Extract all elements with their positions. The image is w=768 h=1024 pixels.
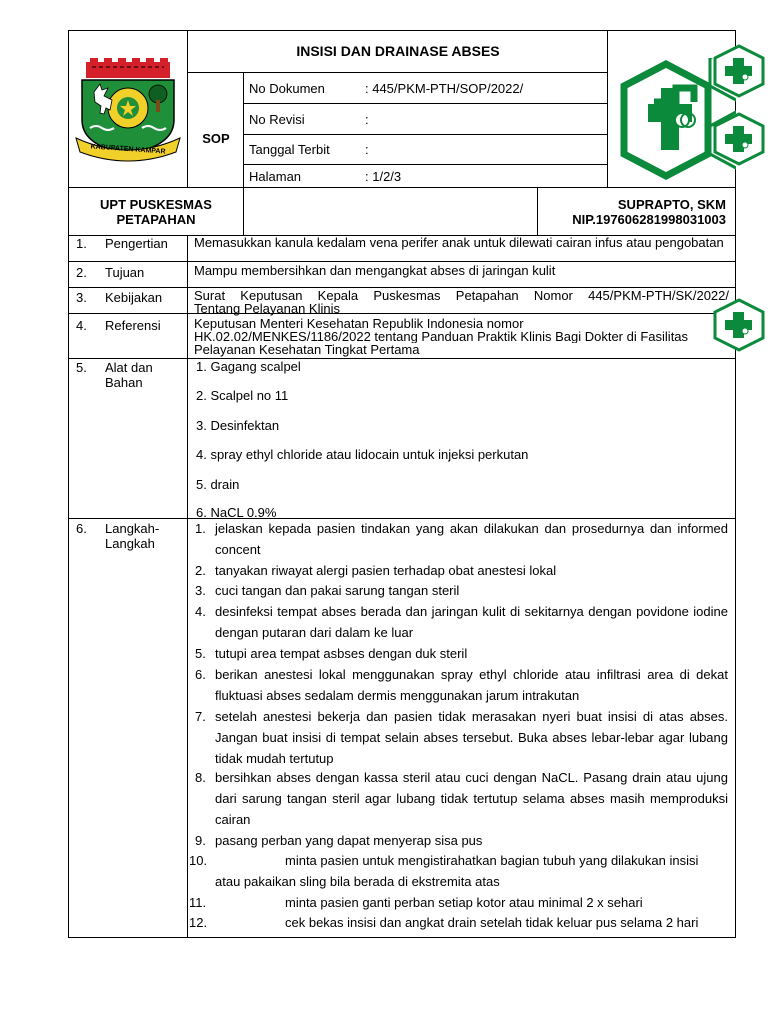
step-text: berikan anestesi lokal menggunakan spray ethyl chloride atau infiltrasi area di dekat fluktuasi abses sedalam dermis menggunakan jarum intrakutan	[215, 667, 728, 703]
step-text: jelaskan kepada pasien tindakan yang akan dilakukan dan prosedurnya dan informed concent	[215, 521, 728, 557]
section-number: 2.	[76, 265, 87, 280]
divider	[68, 261, 736, 262]
table-border-left	[68, 30, 69, 938]
step-number: 5.	[195, 646, 206, 661]
divider	[243, 103, 608, 104]
document-title: INSISI DAN DRAINASE ABSES	[296, 43, 500, 59]
section-label-tujuan: Tujuan	[105, 265, 145, 280]
revision-value: :	[365, 112, 369, 127]
section-label-kebijakan: Kebijakan	[105, 290, 163, 305]
section-label-langkah-line1: Langkah-	[105, 521, 160, 536]
divider	[243, 164, 608, 165]
step-number: 7.	[195, 709, 206, 724]
section-number: 4.	[76, 318, 87, 333]
regency-logo-ribbon-text: KABUPATEN KAMPAR	[90, 143, 166, 156]
health-cross-icon	[711, 44, 768, 98]
divider	[537, 187, 538, 235]
step-text: tutupi area tempat asbses dengan duk steril	[215, 646, 468, 661]
issue-date-label: Tanggal Terbit	[249, 142, 330, 157]
alat-item: 1. Gagang scalpel	[196, 359, 301, 374]
alat-item: 5. drain	[196, 477, 240, 492]
referensi-text-line2: HK.02.02/MENKES/1186/2022 tentang Panduan Praktik Klinis Bagi Dokter di Fasilitas	[194, 330, 689, 343]
org-name-line2: PETAPAHAN	[116, 212, 196, 227]
step-text: desinfeksi tempat abses berada dan jaringan kulit di sekitarnya dengan povidone iodine dengan putaran dari dalam ke luar	[215, 604, 728, 640]
step-number: 4.	[195, 604, 206, 619]
step-number: 2.	[195, 563, 206, 578]
table-border-bottom	[68, 937, 736, 938]
health-cross-icon	[711, 112, 768, 166]
alat-item: 3. Desinfektan	[196, 418, 280, 433]
tujuan-text: Mampu membersihkan dan mengangkat abses di jaringan kulit	[194, 263, 556, 278]
puskesmas-badge-top	[711, 44, 768, 98]
puskesmas-badge-bottom	[711, 298, 768, 352]
step-number: 12.	[189, 915, 208, 930]
step-text: minta pasien untuk mengistirahatkan bagian tubuh yang dilakukan insisi	[285, 853, 699, 868]
section-label-alat-line1: Alat dan	[105, 360, 153, 375]
step-text: setelah anestesi bekerja dan pasien tidak merasakan nyeri buat insisi di atas abses. Jangan buat insisi di tempat selain abses tersebut. Buka abses lebar-lebar agar lubang tidak mudah tertutup	[215, 709, 728, 766]
sop-label: SOP	[202, 131, 230, 146]
step-number: 6.	[195, 667, 206, 682]
divider	[68, 313, 736, 314]
section-number: 1.	[76, 236, 87, 251]
referensi-text-line3: Pelayanan Kesehatan Tingkat Pertama	[194, 342, 420, 357]
section-label-langkah-line2: Langkah	[105, 536, 155, 551]
step-text: pasang perban yang dapat menyerap sisa pus	[215, 833, 483, 848]
alat-item: 4. spray ethyl chloride atau lidocain untuk injeksi perkutan	[196, 447, 529, 462]
step-number: 8.	[195, 770, 206, 785]
divider	[68, 187, 736, 188]
divider	[68, 358, 736, 359]
step-text: minta pasien ganti perban setiap kotor atau minimal 2 x sehari	[285, 895, 643, 910]
step-text-continued: atau pakaikan sling bila berada di ekstremita atas	[215, 874, 500, 889]
step-text: cek bekas insisi dan angkat drain setelah tidak keluar pus selama 2 hari	[285, 915, 699, 930]
section-label-referensi: Referensi	[105, 318, 161, 333]
signer-nip: NIP.197606281998031003	[572, 212, 726, 227]
step-text: tanyakan riwayat alergi pasien terhadap obat anestesi lokal	[215, 563, 557, 578]
table-border-top	[68, 30, 736, 31]
step-text: bersihkan abses dengan kassa steril atau cuci dengan NaCL. Pasang drain atau ujung dari sarung tangan steril agar lubang tidak tertutup selama abses masih memproduksi cairan	[215, 770, 728, 827]
divider	[243, 72, 244, 187]
kebijakan-text-line2: Tentang Pelayanan Klinis	[194, 301, 340, 316]
page-label: Halaman	[249, 169, 302, 184]
referensi-text-line1: Keputusan Menteri Kesehatan Republik Indonesia nomor	[194, 316, 524, 331]
alat-item: 2. Scalpel no 11	[196, 388, 289, 403]
step-number: 3.	[195, 583, 206, 598]
step-text: cuci tangan dan pakai sarung tangan steril	[215, 583, 460, 598]
step-number: 1.	[195, 521, 206, 536]
divider	[243, 134, 608, 135]
divider	[187, 235, 188, 938]
page-value: : 1/2/3	[365, 169, 402, 184]
divider	[243, 187, 244, 235]
step-number: 11.	[189, 895, 207, 910]
section-number: 6.	[76, 521, 87, 536]
signer-name: SUPRAPTO, SKM	[617, 197, 726, 212]
divider	[187, 72, 608, 73]
puskesmas-badge-middle	[711, 112, 768, 166]
issue-date-value: :	[365, 142, 369, 157]
doc-number-value: : 445/PKM-PTH/SOP/2022/	[365, 81, 524, 96]
section-label-pengertian: Pengertian	[105, 236, 168, 251]
org-name-line1: UPT PUSKESMAS	[100, 197, 212, 212]
section-label-alat-line2: Bahan	[105, 375, 143, 390]
section-number: 3.	[76, 290, 87, 305]
pengertian-text: Memasukkan kanula kedalam vena perifer anak untuk dilewati cairan infus atau pengobatan	[194, 235, 724, 250]
section-number: 5.	[76, 360, 87, 375]
health-cross-icon	[711, 298, 768, 352]
step-number: 9.	[195, 833, 206, 848]
doc-number-label: No Dokumen	[249, 81, 325, 96]
alat-item: 6. NaCL 0.9%	[196, 505, 277, 520]
revision-label: No Revisi	[249, 112, 305, 127]
step-number: 10.	[189, 853, 208, 868]
kebijakan-text-line1: Surat Keputusan Kepala Puskesmas Petapahan Nomor 445/PKM-PTH/SK/2022/	[194, 289, 729, 302]
kampar-regency-logo	[72, 58, 184, 166]
divider	[68, 287, 736, 288]
